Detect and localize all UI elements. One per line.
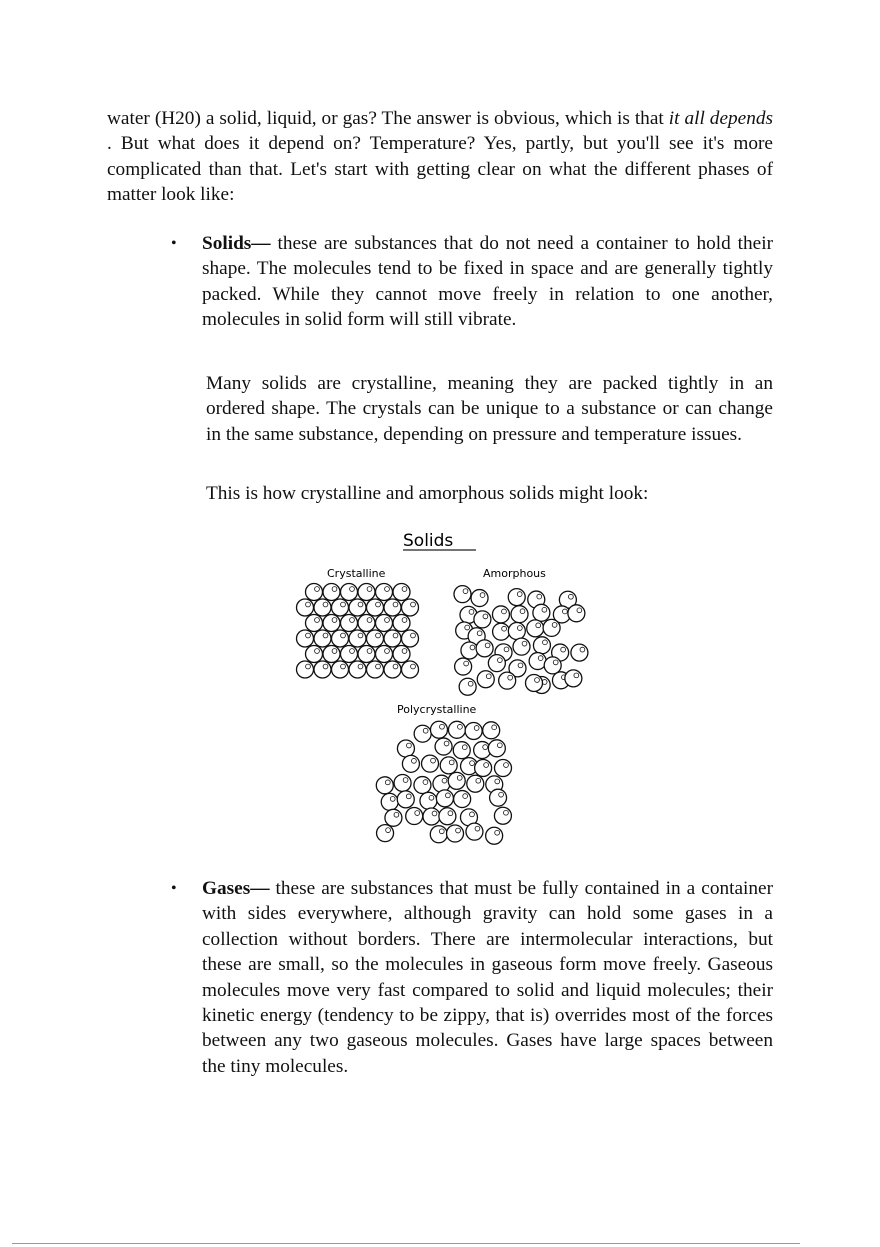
molecule: [367, 630, 384, 647]
molecule: [376, 615, 393, 632]
molecule: [499, 672, 516, 689]
molecule: [414, 777, 431, 794]
molecule: [341, 615, 358, 632]
molecule: [513, 638, 530, 655]
molecule: [488, 655, 505, 672]
molecule: [377, 825, 394, 842]
molecule: [508, 589, 525, 606]
molecule: [414, 725, 431, 742]
molecule: [402, 599, 419, 616]
molecule: [465, 722, 482, 739]
molecule: [306, 584, 323, 601]
gases-text: these are substances that must be fully contained in a container with sides everywhere, although gravity can hold some gases in a collection without borders. There are intermolecular interactions, but these are small, so the molecules in gaseous form move freely. Gaseous molecules move very fast compared to solid and liquid molecules; their kinetic energy (tendency to be zippy, that is) overrides most of the forces between any two gaseous molecules. Gases have large spaces between the tiny molecules.: [202, 878, 773, 1077]
molecule: [384, 661, 401, 678]
molecule: [381, 793, 398, 810]
molecule: [543, 619, 560, 636]
gases-term: Gases—: [202, 878, 270, 899]
intro-text-cont: . But what does it depend on? Temperature? Yes, partly, but you'll see it's more complicated than that. Let's start with getting clear on what the different phases of matter look like:: [107, 133, 773, 206]
molecule: [397, 791, 414, 808]
molecule: [297, 661, 314, 678]
molecule: [376, 777, 393, 794]
intro-paragraph: [107, 106, 773, 208]
molecule: [508, 623, 525, 640]
molecule: [323, 646, 340, 663]
molecule: [453, 742, 470, 759]
label-amorphous: Amorphous: [483, 567, 546, 580]
molecule: [488, 740, 505, 757]
molecule: [306, 646, 323, 663]
molecule: [423, 808, 440, 825]
molecule: [393, 646, 410, 663]
molecule: [467, 775, 484, 792]
molecule: [448, 772, 465, 789]
molecule: [323, 615, 340, 632]
molecule: [430, 721, 447, 738]
molecule: [314, 599, 331, 616]
molecule: [459, 678, 476, 695]
molecule: [402, 630, 419, 647]
molecule: [533, 637, 550, 654]
molecule: [454, 586, 471, 603]
molecule: [477, 671, 494, 688]
bullet-solids: •: [171, 235, 177, 252]
molecule: [511, 606, 528, 623]
molecule: [422, 755, 439, 772]
molecule: [476, 640, 493, 657]
label-polycrystalline: Polycrystalline: [397, 703, 477, 716]
figure-intro: This is how crystalline and amorphous solids might look:: [206, 483, 649, 504]
molecule: [394, 774, 411, 791]
molecule: [393, 584, 410, 601]
molecule: [341, 584, 358, 601]
molecule: [565, 670, 582, 687]
crystalline-paragraph: Many solids are crystalline, meaning they are packed tightly in an ordered shape. The crystals can be unique to a substance or can change in the same substance, depending on pressure and temperature issues.: [206, 373, 773, 445]
molecule: [306, 615, 323, 632]
molecule: [297, 599, 314, 616]
molecule: [349, 661, 366, 678]
molecule: [376, 584, 393, 601]
solids-text: these are substances that do not need a container to hold their shape. The molecules tend to be fixed in space and are generally tightly packed. While they cannot move freely in relation to one another, molecules in solid form will still vibrate.: [202, 233, 773, 331]
molecule: [358, 584, 375, 601]
molecule: [527, 620, 544, 637]
molecule: [349, 630, 366, 647]
molecule: [420, 792, 437, 809]
molecule: [436, 790, 453, 807]
molecule: [493, 623, 510, 640]
molecule: [323, 584, 340, 601]
molecule: [447, 825, 464, 842]
solids-figure: [290, 520, 590, 850]
molecule: [529, 653, 546, 670]
molecule: [297, 630, 314, 647]
molecule: [461, 642, 478, 659]
molecule: [568, 605, 585, 622]
molecule: [533, 604, 550, 621]
molecule: [402, 661, 419, 678]
molecule: [385, 809, 402, 826]
molecule: [471, 590, 488, 607]
footer-divider: [12, 1243, 800, 1244]
molecule: [494, 760, 511, 777]
molecule: [439, 808, 456, 825]
molecule: [314, 630, 331, 647]
molecule: [349, 599, 366, 616]
molecule: [440, 757, 457, 774]
molecule: [454, 791, 471, 808]
molecule: [332, 599, 349, 616]
molecule: [483, 722, 500, 739]
molecule: [475, 759, 492, 776]
molecule: [367, 599, 384, 616]
molecule: [544, 657, 561, 674]
molecule: [486, 827, 503, 844]
molecule: [397, 740, 414, 757]
molecule: [455, 658, 472, 675]
molecule: [571, 644, 588, 661]
solids-term: Solids—: [202, 233, 271, 254]
molecule: [314, 661, 331, 678]
solids-item: [202, 231, 773, 333]
intro-text: water (H20) a solid, liquid, or gas? The answer is obvious, which is that: [107, 108, 669, 129]
molecule: [358, 646, 375, 663]
molecule: [332, 630, 349, 647]
molecule: [367, 661, 384, 678]
molecule: [393, 615, 410, 632]
molecule: [435, 738, 452, 755]
molecule: [384, 630, 401, 647]
molecule: [406, 808, 423, 825]
molecule: [490, 789, 507, 806]
molecule: [492, 606, 509, 623]
molecule: [341, 646, 358, 663]
label-crystalline: Crystalline: [327, 567, 386, 580]
molecule: [430, 826, 447, 843]
figure-title: Solids: [403, 531, 454, 551]
molecule: [466, 823, 483, 840]
molecule: [474, 611, 491, 628]
molecule: [448, 721, 465, 738]
molecule: [384, 599, 401, 616]
molecule: [526, 675, 543, 692]
molecule: [494, 807, 511, 824]
molecule: [332, 661, 349, 678]
molecule: [376, 646, 393, 663]
gases-item: [202, 876, 773, 1079]
molecule: [358, 615, 375, 632]
bullet-gases: •: [171, 880, 177, 897]
intro-italic: it all depends: [668, 108, 773, 129]
molecule: [402, 755, 419, 772]
